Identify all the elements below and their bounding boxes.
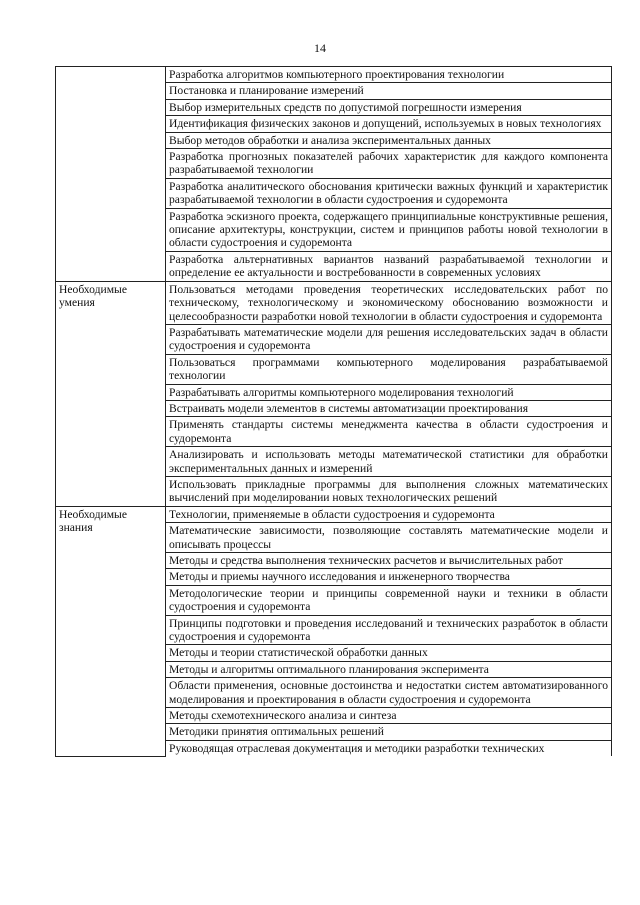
item-cell: Методы и теории статистической обработки данных: [166, 645, 612, 661]
item-cell: Разработка аналитического обоснования критически важных функций и характеристик разрабатываемой технологии в области судостроения и судоремонта: [166, 178, 612, 208]
item-cell: Пользоваться методами проведения теоретических исследовательских работ по техническому, технологическому и экономическому обоснованию возможности и целесообразности разработки новой технологии в области судостроения и судоремонта: [166, 281, 612, 324]
category-cell: Необходимые знания: [56, 506, 166, 756]
item-cell: Разработка прогнозных показателей рабочих характеристик для каждого компонента разрабатываемой технологии: [166, 149, 612, 179]
table-row: [56, 281, 612, 324]
item-cell: Разработка алгоритмов компьютерного проектирования технологии: [166, 67, 612, 83]
item-cell: Использовать прикладные программы для выполнения сложных математических вычислений при моделировании новых технологических решений: [166, 476, 612, 506]
item-cell: Применять стандарты системы менеджмента качества в области судостроения и судоремонта: [166, 417, 612, 447]
item-cell: Встраивать модели элементов в системы автоматизации проектирования: [166, 400, 612, 416]
item-cell: Пользоваться программами компьютерного моделирования разрабатываемой технологии: [166, 354, 612, 384]
item-cell: Выбор измерительных средств по допустимой погрешности измерения: [166, 99, 612, 115]
item-cell: Методы и приемы научного исследования и инженерного творчества: [166, 569, 612, 585]
table-row: [56, 506, 612, 522]
item-cell: Разработка альтернативных вариантов названий разрабатываемой технологии и определение ее актуальности и востребованности в современных условиях: [166, 251, 612, 281]
item-cell: Разработка эскизного проекта, содержащего принципиальные конструктивные решения, описание архитектуры, конструкции, систем и принципов работы новой технологии в области судостроения и судоремонта: [166, 208, 612, 251]
item-cell: Выбор методов обработки и анализа экспериментальных данных: [166, 132, 612, 148]
item-cell: Математические зависимости, позволяющие составлять математические модели и описывать процессы: [166, 523, 612, 553]
category-cell: [56, 67, 166, 282]
item-cell: Методы и алгоритмы оптимального планирования эксперимента: [166, 661, 612, 677]
item-cell: Постановка и планирование измерений: [166, 83, 612, 99]
item-cell: Принципы подготовки и проведения исследований и технических разработок в области судостроения и судоремонта: [166, 615, 612, 645]
page-number: 14: [314, 41, 326, 55]
competency-table: [55, 66, 612, 757]
item-cell: Методики принятия оптимальных решений: [166, 724, 612, 740]
item-cell: Идентификация физических законов и допущений, используемых в новых технологиях: [166, 116, 612, 132]
competency-table-body: [56, 67, 612, 757]
category-cell: Необходимые умения: [56, 281, 166, 506]
item-cell: Руководящая отраслевая документация и методики разработки технических: [166, 740, 612, 756]
item-cell: Технологии, применяемые в области судостроения и судоремонта: [166, 506, 612, 522]
item-cell: Разрабатывать математические модели для решения исследовательских задач в области судостроения и судоремонта: [166, 324, 612, 354]
table-row: [56, 67, 612, 83]
item-cell: Области применения, основные достоинства и недостатки систем автоматизированного моделирования и проектирования в области судостроения и судоремонта: [166, 678, 612, 708]
item-cell: Методы схемотехнического анализа и синтеза: [166, 708, 612, 724]
item-cell: Методы и средства выполнения технических расчетов и вычислительных работ: [166, 553, 612, 569]
item-cell: Методологические теории и принципы современной науки и техники в области судостроения и судоремонта: [166, 585, 612, 615]
item-cell: Анализировать и использовать методы математической статистики для обработки экспериментальных данных и измерений: [166, 447, 612, 477]
item-cell: Разрабатывать алгоритмы компьютерного моделирования технологий: [166, 384, 612, 400]
